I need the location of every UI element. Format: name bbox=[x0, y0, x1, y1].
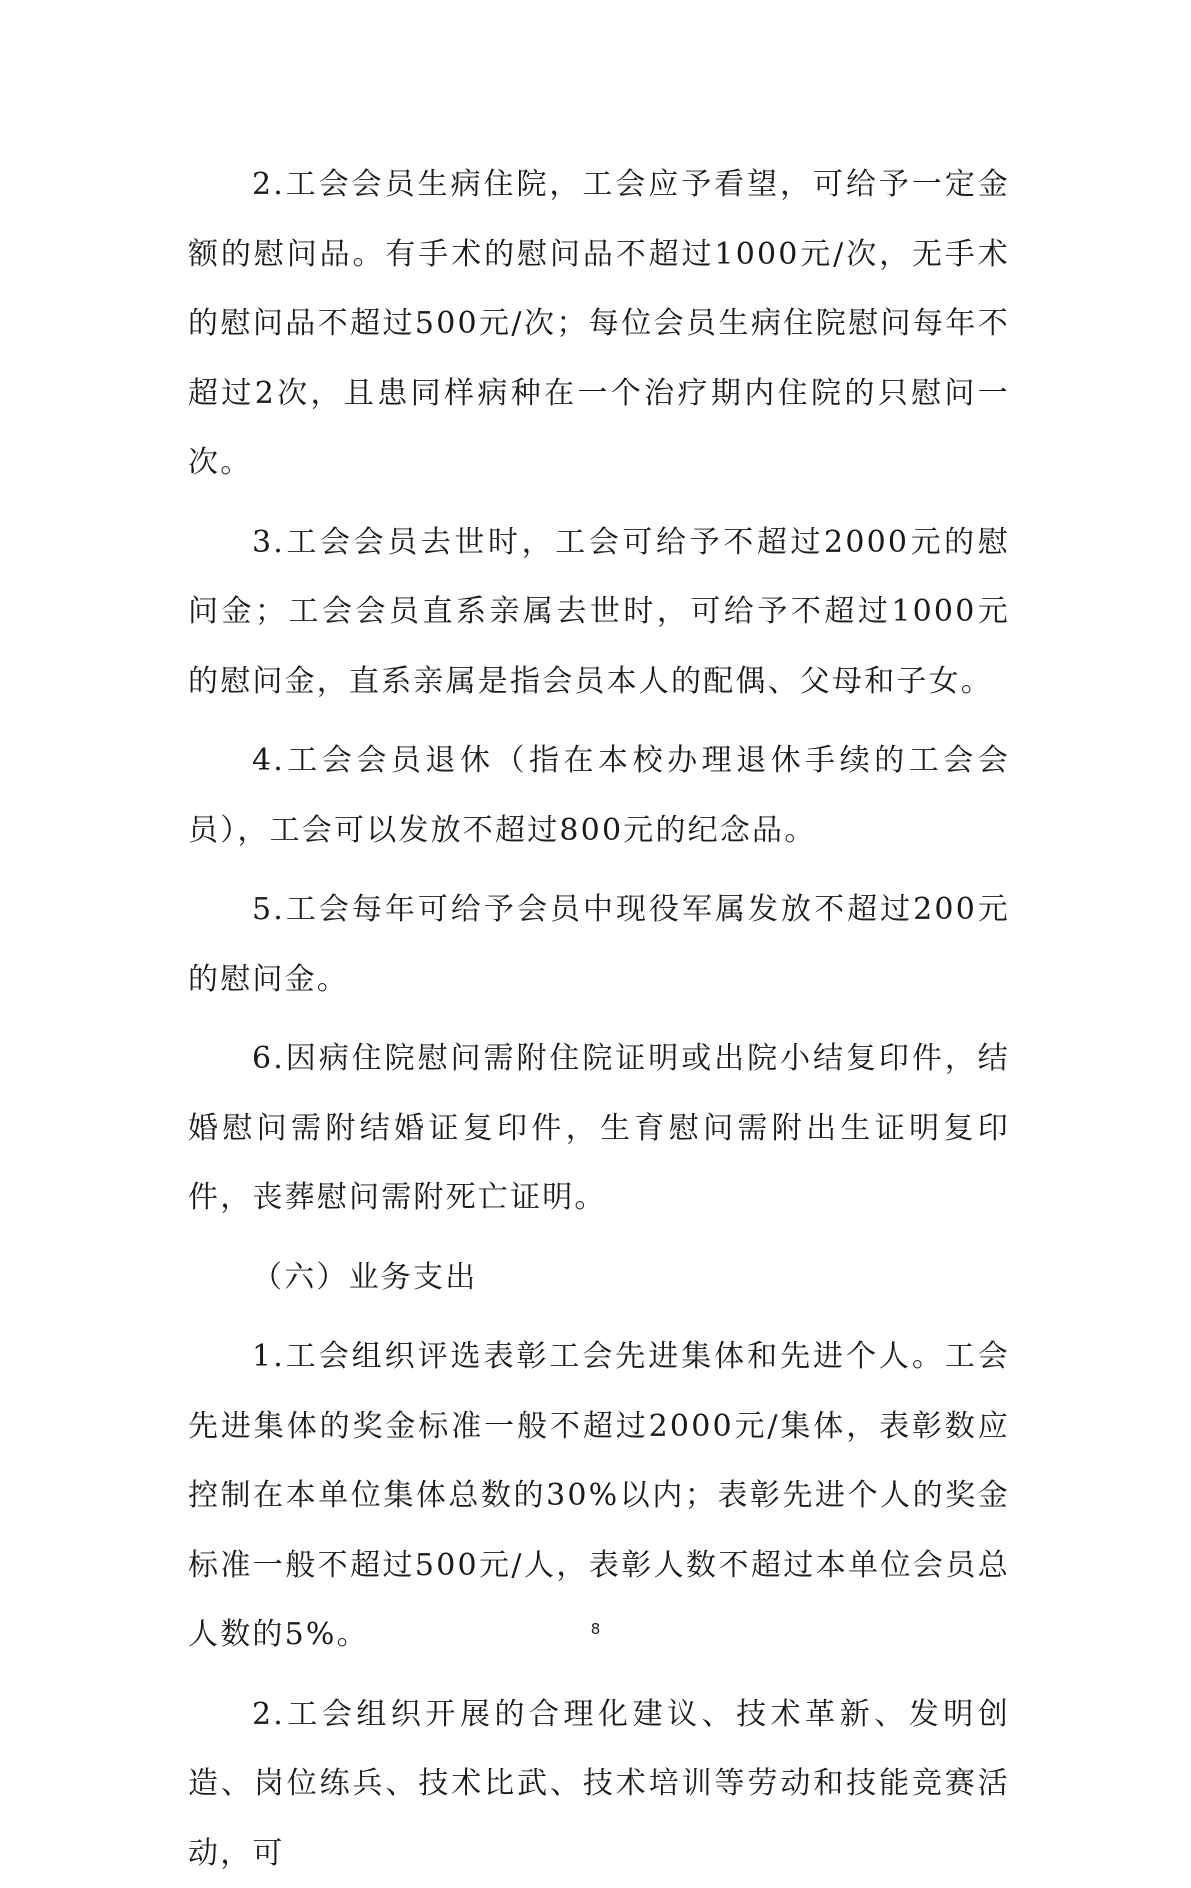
paragraph-commendation: 1.工会组织评选表彰工会先进集体和先进个人。工会先进集体的奖金标准一般不超过2000元/集体，表彰数应控制在本单位集体总数的30%以内；表彰先进个人的奖金标准一般不超过500元/人，表彰人数不超过本单位会员总人数的5%。 bbox=[188, 1322, 1010, 1670]
paragraph-military-family: 5.工会每年可给予会员中现役军属发放不超过200元的慰问金。 bbox=[188, 875, 1010, 1014]
paragraph-retirement: 4.工会会员退休（指在本校办理退休手续的工会会员），工会可以发放不超过800元的纪念品。 bbox=[188, 726, 1010, 865]
paragraph-hospital-visit: 2.工会会员生病住院，工会应予看望，可给予一定金额的慰问品。有手术的慰问品不超过1000元/次，无手术的慰问品不超过500元/次；每位会员生病住院慰问每年不超过2次，且患同样病种在一个治疗期内住院的只慰问一次。 bbox=[188, 150, 1010, 498]
paragraph-bereavement: 3.工会会员去世时，工会可给予不超过2000元的慰问金；工会会员直系亲属去世时，可给予不超过1000元的慰问金，直系亲属是指会员本人的配偶、父母和子女。 bbox=[188, 508, 1010, 717]
page-number: 8 bbox=[0, 1620, 1191, 1638]
section-heading-business-expenses: （六）业务支出 bbox=[188, 1243, 1010, 1313]
paragraph-supporting-documents: 6.因病住院慰问需附住院证明或出院小结复印件，结婚慰问需附结婚证复印件，生育慰问需附出生证明复印件，丧葬慰问需附死亡证明。 bbox=[188, 1024, 1010, 1233]
paragraph-skill-competition: 2.工会组织开展的合理化建议、技术革新、发明创造、岗位练兵、技术比武、技术培训等劳动和技能竞赛活动，可 bbox=[188, 1680, 1010, 1888]
